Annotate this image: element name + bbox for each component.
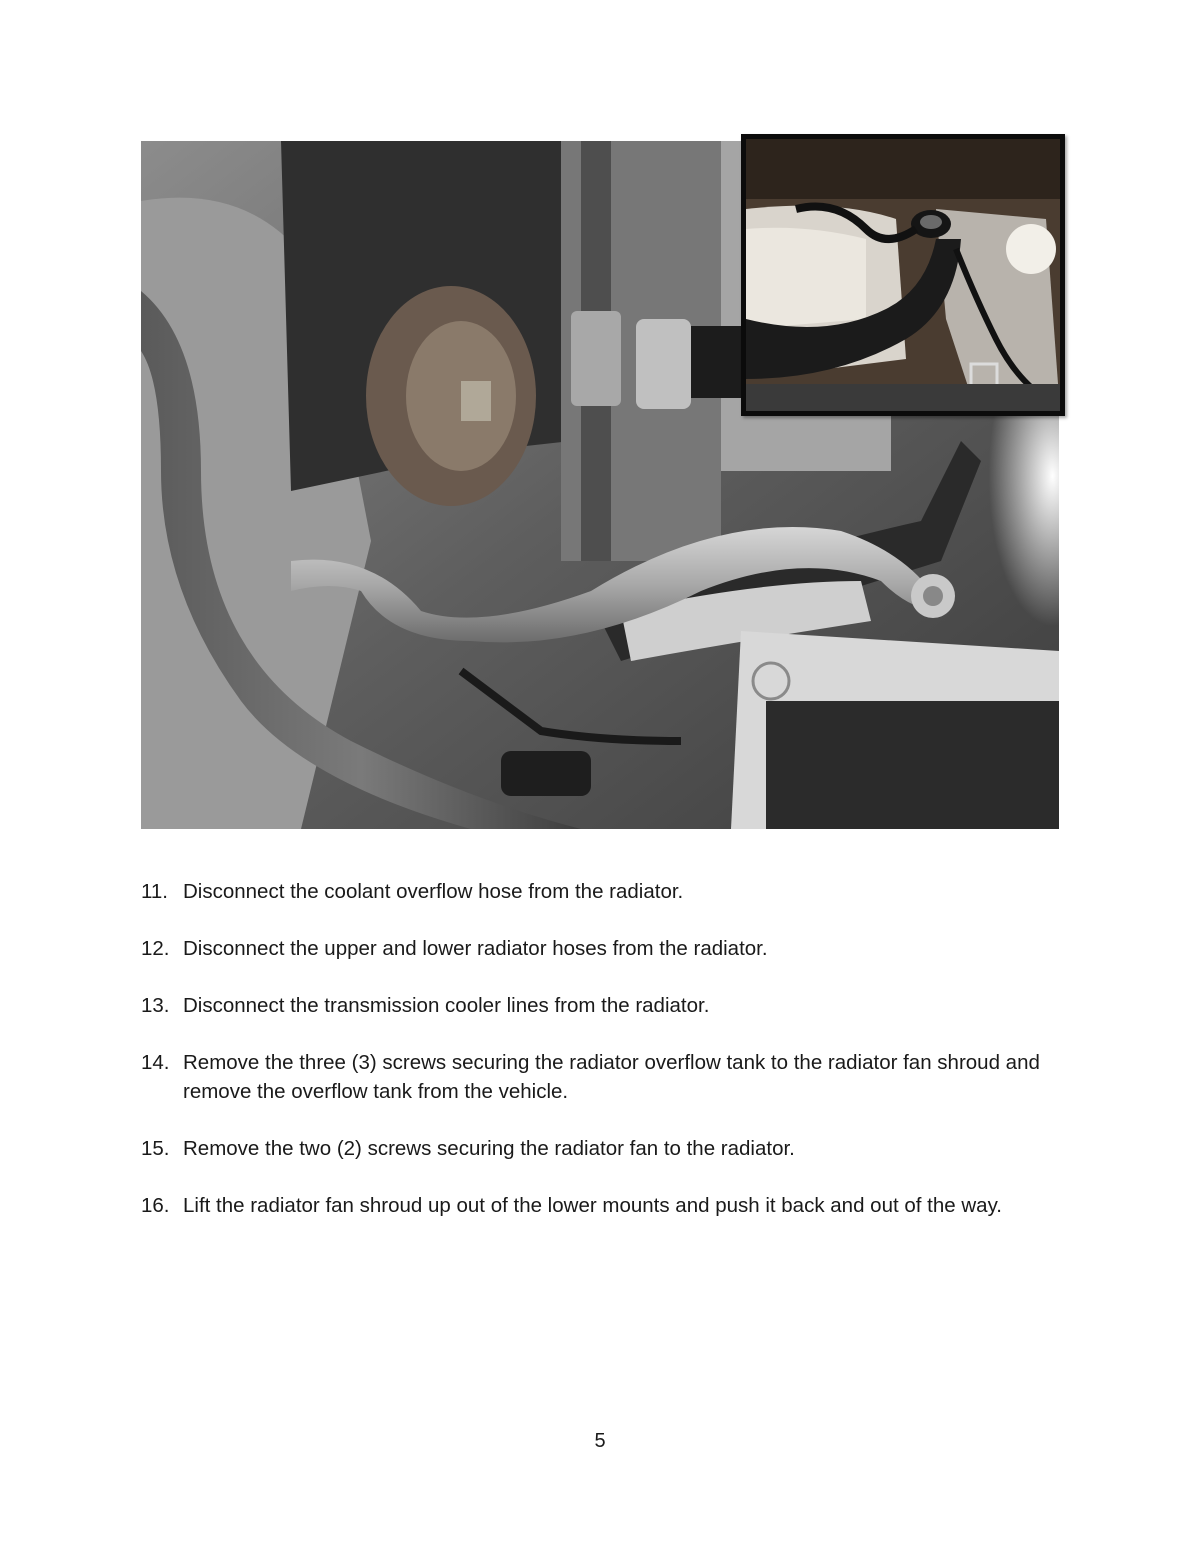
step-number: 13. <box>141 994 170 1017</box>
page-number: 5 <box>594 1430 606 1452</box>
step-item <box>141 934 1071 963</box>
step-item <box>141 1191 1071 1220</box>
step-text: Disconnect the transmission cooler lines from the radiator. <box>183 994 710 1017</box>
step-item <box>141 1134 1071 1163</box>
step-number: 14. <box>141 1051 170 1074</box>
step-number: 15. <box>141 1137 170 1160</box>
step-text: Disconnect the upper and lower radiator hoses from the radiator. <box>183 937 768 960</box>
step-text: Lift the radiator fan shroud up out of the lower mounts and push it back and out of the way. <box>183 1194 1002 1217</box>
step-number: 12. <box>141 937 170 960</box>
step-number: 11. <box>141 880 168 903</box>
step-item <box>141 877 1071 906</box>
step-number: 16. <box>141 1194 170 1217</box>
step-text: Remove the three (3) screws securing the radiator overflow tank to the radiator fan shroud and remove the overflow tank from the vehicle. <box>183 1051 1040 1103</box>
step-text: Disconnect the coolant overflow hose from the radiator. <box>183 880 684 903</box>
step-item <box>141 991 1071 1020</box>
step-item <box>141 1048 1071 1106</box>
inset-photo <box>741 134 1065 416</box>
step-text: Remove the two (2) screws securing the radiator fan to the radiator. <box>183 1137 795 1160</box>
instruction-steps <box>141 877 1071 1248</box>
